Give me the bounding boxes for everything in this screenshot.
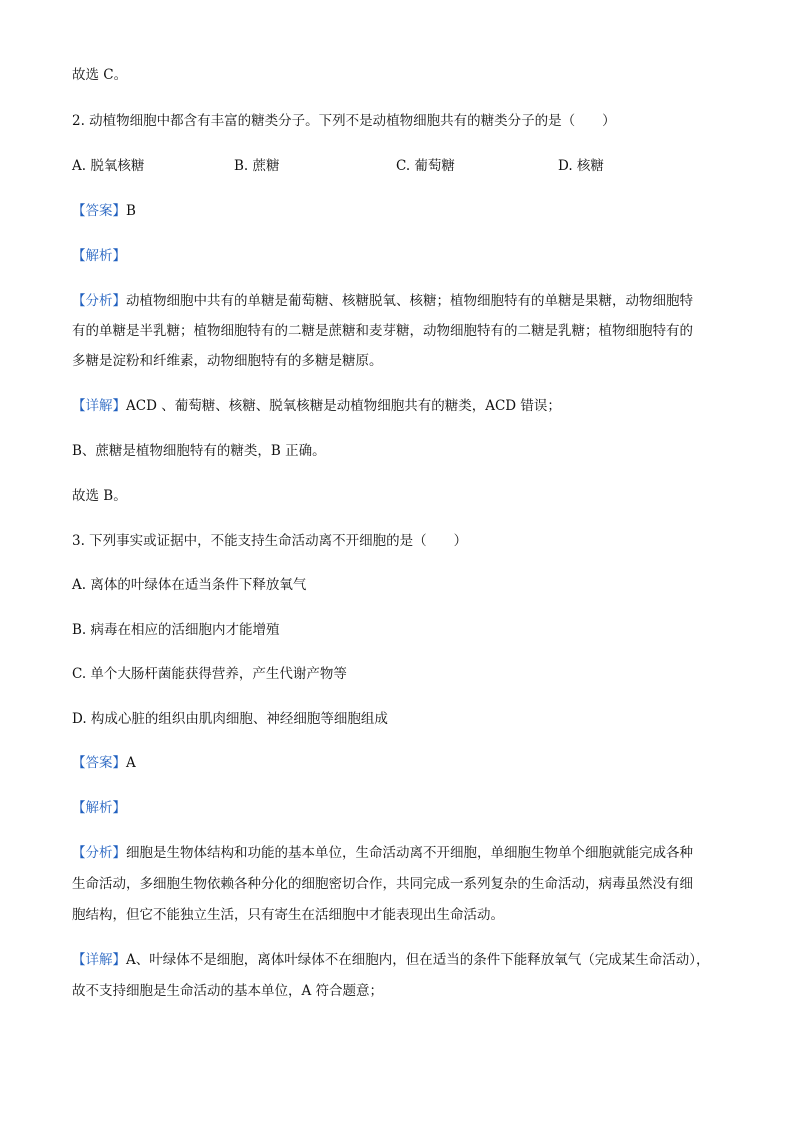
q3-option-d: D. 构成心脏的组织由肌肉细胞、神经细胞等细胞组成 — [72, 711, 388, 727]
q3-option-c: C. 单个大肠杆菌能获得营养，产生代谢产物等 — [72, 666, 347, 682]
q3-xiangjie-text-1: A、叶绿体不是细胞，离体叶绿体不在细胞内，但在适当的条件下能释放氧气（完成某生命活动）， — [126, 952, 710, 968]
q2-xiangjie-line-1 — [72, 397, 732, 415]
analysis-tag: 【解析】 — [72, 800, 126, 816]
q2-analysis-heading — [72, 247, 732, 265]
analysis-tag: 【解析】 — [72, 248, 126, 264]
q2-xiangjie-text-1: ACD 、葡萄糖、核糖、脱氧核糖是动植物细胞共有的糖类，ACD 错误； — [126, 398, 561, 414]
q3-fenxi-text-1: 细胞是生物体结构和功能的基本单位，生命活动离不开细胞，单细胞生物单个细胞就能完成各种 — [126, 845, 693, 861]
q3-option-b: B. 病毒在相应的活细胞内才能增殖 — [72, 622, 280, 638]
q3-xiangjie-line-1 — [72, 951, 732, 969]
q3-option-a: A. 离体的叶绿体在适当条件下释放氧气 — [72, 577, 307, 593]
q3-fenxi-line-2: 生命活动，多细胞生物依赖各种分化的细胞密切合作，共同完成一系列复杂的生命活动，病毒虽然没有细 — [72, 876, 693, 892]
q3-answer-value: A — [126, 755, 136, 771]
answer-tag: 【答案】 — [72, 755, 126, 771]
q3-answer — [72, 754, 732, 772]
q2-option-c: C. 葡萄糖 — [396, 158, 455, 174]
q3-fenxi-line-1 — [72, 844, 732, 862]
fenxi-tag: 【分析】 — [72, 845, 126, 861]
q2-option-a: A. 脱氧核糖 — [72, 158, 145, 174]
q2-answer — [72, 202, 732, 220]
q2-conclusion: 故选 B。 — [72, 488, 127, 504]
q3-analysis-heading — [72, 799, 732, 817]
q3-xiangjie-line-2: 故不支持细胞是生命活动的基本单位，A 符合题意； — [72, 983, 384, 999]
xiangjie-tag: 【详解】 — [72, 398, 126, 414]
q3-stem: 3. 下列事实或证据中，不能支持生命活动离不开细胞的是（ ） — [72, 533, 468, 549]
q2-xiangjie-line-2: B、蔗糖是植物细胞特有的糖类，B 正确。 — [72, 443, 326, 459]
q2-option-d: D. 核糖 — [558, 158, 604, 174]
q2-fenxi-text-1: 动植物细胞中共有的单糖是葡萄糖、核糖脱氧、核糖；植物细胞特有的单糖是果糖，动物细胞特 — [126, 293, 693, 309]
q2-stem: 2. 动植物细胞中都含有丰富的糖类分子。下列不是动植物细胞共有的糖类分子的是（ ） — [72, 113, 616, 129]
answer-tag: 【答案】 — [72, 203, 126, 219]
q2-fenxi-line-3: 多糖是淀粉和纤维素，动物细胞特有的多糖是糖原。 — [72, 353, 383, 369]
previous-conclusion: 故选 C。 — [72, 67, 128, 83]
q2-fenxi-line-1 — [72, 292, 732, 310]
q3-fenxi-line-3: 胞结构，但它不能独立生活，只有寄生在活细胞中才能表现出生命活动。 — [72, 907, 504, 923]
q2-option-b: B. 蔗糖 — [234, 158, 280, 174]
q2-fenxi-line-2: 有的单糖是半乳糖；植物细胞特有的二糖是蔗糖和麦芽糖，动物细胞特有的二糖是乳糖；植物细胞特有的 — [72, 323, 693, 339]
q2-answer-value: B — [126, 203, 136, 219]
xiangjie-tag: 【详解】 — [72, 952, 126, 968]
fenxi-tag: 【分析】 — [72, 293, 126, 309]
